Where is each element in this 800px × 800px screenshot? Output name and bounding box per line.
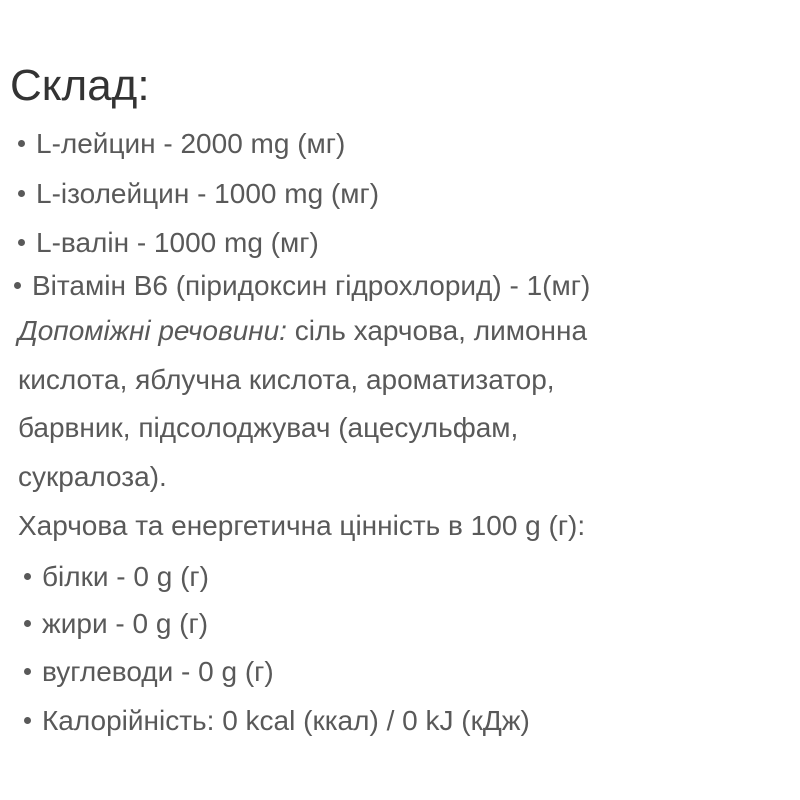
bullet-icon	[18, 190, 25, 197]
nutrition-text: вуглеводи - 0 g (г)	[42, 656, 274, 687]
nutrition-text: Калорійність: 0 kcal (ккал) / 0 kJ (кДж)	[42, 705, 530, 736]
bullet-icon	[24, 573, 31, 580]
bullet-icon	[24, 620, 31, 627]
nutrition-item-carbs	[24, 654, 274, 690]
ingredient-text: L-лейцин - 2000 mg (мг)	[36, 128, 346, 159]
ingredient-text: Вітамін В6 (піридоксин гідрохлорид) - 1(мг)	[32, 270, 591, 301]
ingredient-text: L-ізолейцин - 1000 mg (мг)	[36, 178, 380, 209]
nutrition-item-calories	[24, 703, 530, 739]
ingredient-valine	[18, 225, 319, 261]
auxiliary-line: сукралоза).	[18, 461, 167, 492]
bullet-icon	[24, 668, 31, 675]
nutrition-item-protein	[24, 559, 209, 595]
auxiliary-line	[18, 313, 587, 349]
bullet-icon	[24, 717, 31, 724]
auxiliary-text: сіль харчова, лимонна	[286, 315, 588, 346]
bullet-icon	[18, 140, 25, 147]
bullet-icon	[18, 239, 25, 246]
auxiliary-line: барвник, підсолоджувач (ацесульфам,	[18, 412, 519, 443]
nutrition-item-fat	[24, 606, 208, 642]
nutrition-text: жири - 0 g (г)	[42, 608, 209, 639]
auxiliary-line: кислота, яблучна кислота, ароматизатор,	[18, 364, 555, 395]
ingredient-text: L-валін - 1000 mg (мг)	[36, 227, 319, 258]
ingredient-leucine	[18, 126, 345, 162]
auxiliary-label: Допоміжні речовини:	[18, 315, 287, 346]
nutrition-heading: Харчова та енергетична цінність в 100 g (г):	[18, 510, 586, 541]
composition-title: Склад:	[10, 61, 150, 110]
ingredient-vitamin-b6	[14, 268, 590, 304]
ingredient-isoleucine	[18, 176, 379, 212]
nutrition-text: білки - 0 g (г)	[42, 561, 209, 592]
bullet-icon	[14, 282, 21, 289]
